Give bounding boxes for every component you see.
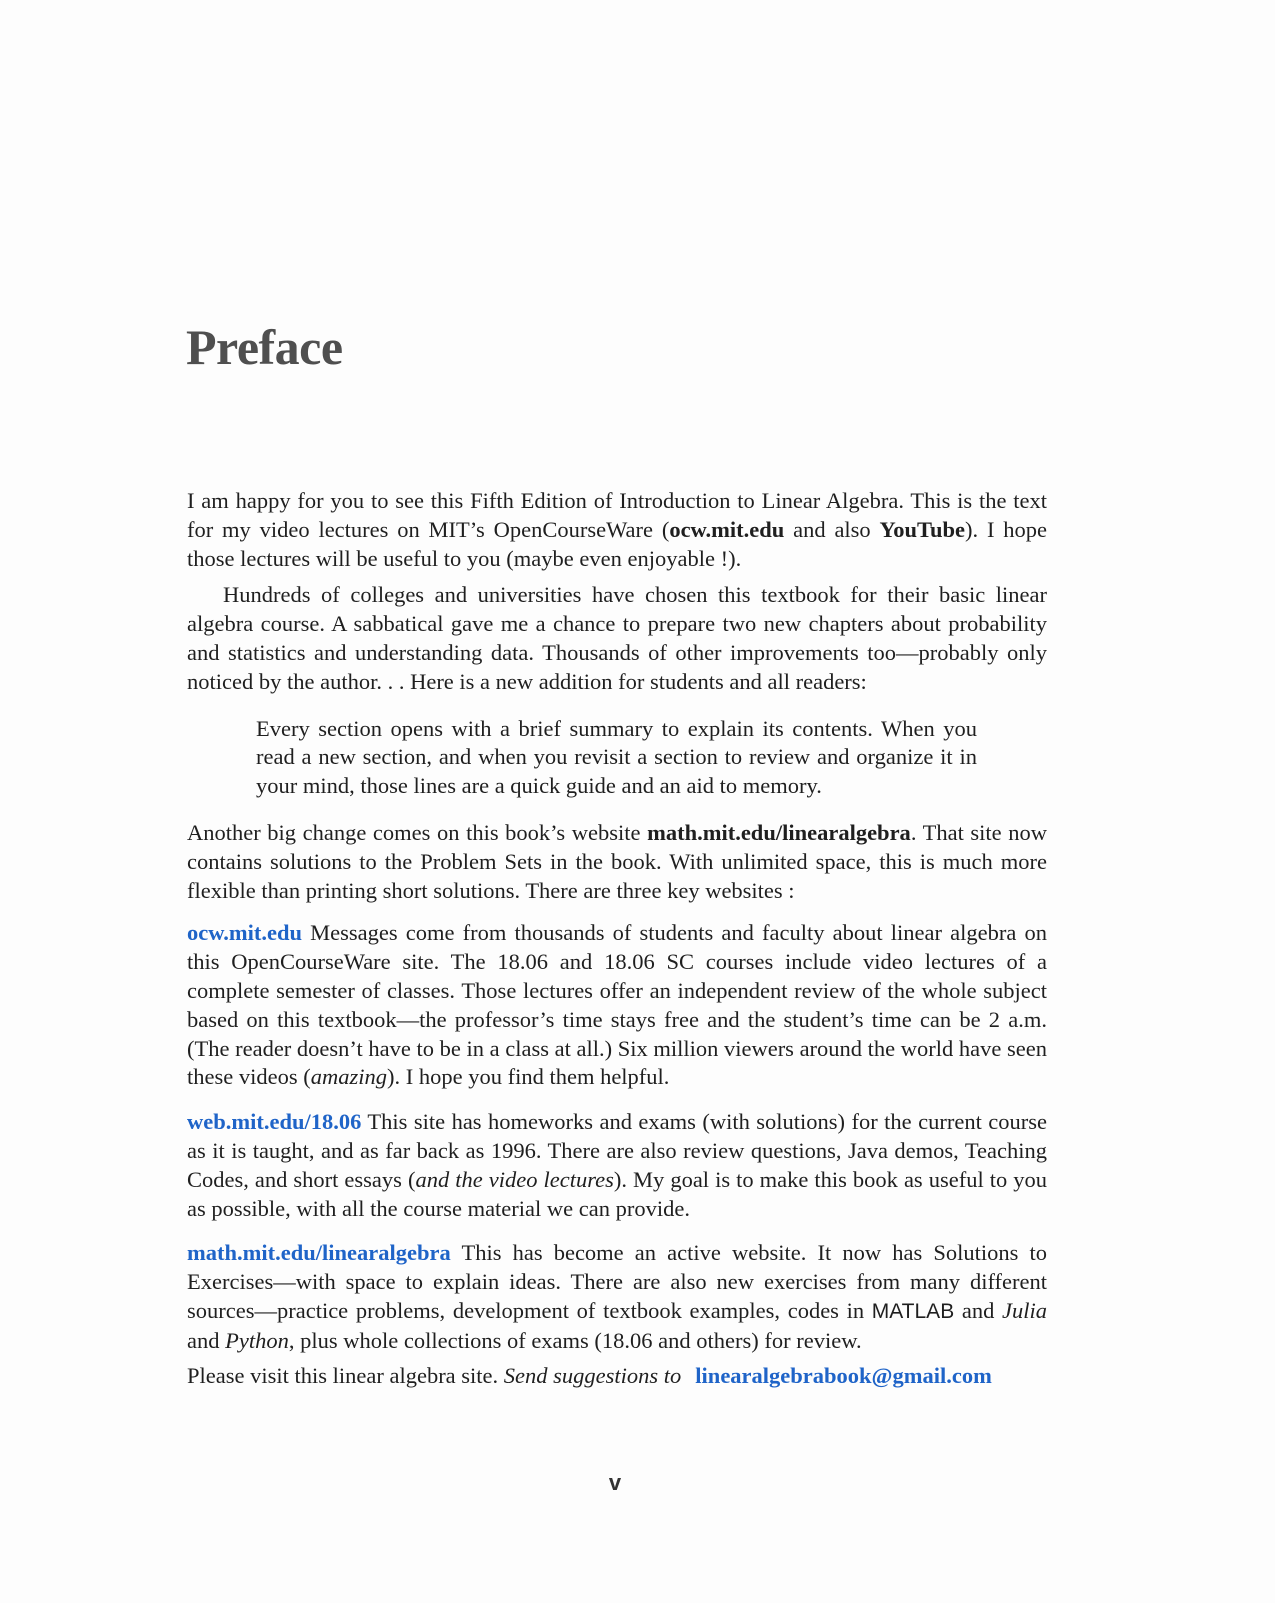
change-text-1: Another big change comes on this book’s website [187, 819, 648, 845]
website-change-paragraph [187, 819, 1047, 905]
math-mit-description: This has become an active website. It now has Solutions to Exercises—with space to explain ideas. There are also new exercises from many different sources—practice problems, development of textbook examples, codes in [187, 1240, 1047, 1323]
web-mit-link[interactable]: web.mit.edu/18.06 [187, 1109, 362, 1135]
page-number: v [608, 1470, 622, 1495]
site-entry-ocw [187, 919, 1047, 1092]
closing-line [187, 1362, 1047, 1391]
website-inline-bold: math.mit.edu/linearalgebra [647, 819, 911, 845]
change-text-2: . That site now contains solutions to the Problem Sets in the book. With unlimited space, this is much more flexible than printing short solutions. There are three key websites : [187, 819, 1047, 903]
quote-block: Every section opens with a brief summary to explain its contents. When you read a new section, and when you revisit a section to review and organize it in your mind, those lines are a quick guide and an aid to memory. [256, 715, 977, 799]
matlab-text: MATLAB [871, 1299, 955, 1323]
math-and-1: and [954, 1297, 1002, 1323]
math-mit-link[interactable]: math.mit.edu/linearalgebra [187, 1240, 451, 1266]
site-entry-web [187, 1108, 1047, 1223]
second-paragraph: Hundreds of colleges and universities have chosen this textbook for their basic linear algebra course. A sabbatical gave me a chance to prepare two new chapters about probability and statistics and understanding data. Thousands of other improvements too—probably only noticed by the author. . . Here is a new addition for students and all readers: [187, 582, 1047, 694]
web-mit-italic: and the video lectures [415, 1166, 614, 1192]
intro-text-1: I am happy for you to see this Fifth Edition of Introduction to Linear Algebra. This is the text for my video lectures on MIT’s OpenCourseWare ( [187, 488, 1047, 542]
email-link[interactable]: linearalgebrabook@gmail.com [695, 1362, 992, 1388]
intro-text-2: and also [784, 516, 880, 542]
intro-text-3: ). I hope those lectures will be useful to you (maybe even enjoyable !). [187, 516, 1047, 571]
web-mit-description-end: ). My goal is to make this book as useful to you as possible, with all the course material we can provide. [187, 1166, 1047, 1221]
ocw-link[interactable]: ocw.mit.edu [187, 920, 302, 946]
page-title: Preface [186, 319, 343, 375]
ocw-inline-bold: ocw.mit.edu [669, 516, 785, 542]
ocw-italic: amazing [310, 1064, 387, 1090]
web-mit-description: This site has homeworks and exams (with solutions) for the current course as it is taught, and as far back as 1996. There are also review questions, Java demos, Teaching Codes, and short essays ( [187, 1109, 1047, 1192]
ocw-description: Messages come from thousands of students and faculty about linear algebra on this OpenCourseWare site. The 18.06 and 18.06 SC courses include video lectures of a complete semester of classes. Those lectures offer an independent review of the whole subject based on this textbook—the professor’s time stays free and the student’s time can be 2 a.m. (The reader doesn’t have to be in a class at all.) Six million viewers around the world have seen these videos ( [187, 920, 1047, 1090]
ocw-description-end: ). I hope you find them helpful. [386, 1064, 670, 1090]
python-text: Python [225, 1327, 289, 1353]
math-mit-description-end: , plus whole collections of exams (18.06 and others) for review. [288, 1327, 862, 1353]
youtube-inline-bold: YouTube [879, 516, 965, 542]
site-entry-math [187, 1239, 1047, 1355]
math-and-2: and [187, 1327, 226, 1353]
intro-paragraph [187, 487, 1047, 573]
preface-body [187, 487, 1047, 1390]
julia-text: Julia [1001, 1297, 1047, 1323]
closing-italic: Send suggestions to [503, 1362, 682, 1388]
closing-text: Please visit this linear algebra site. [187, 1362, 504, 1388]
